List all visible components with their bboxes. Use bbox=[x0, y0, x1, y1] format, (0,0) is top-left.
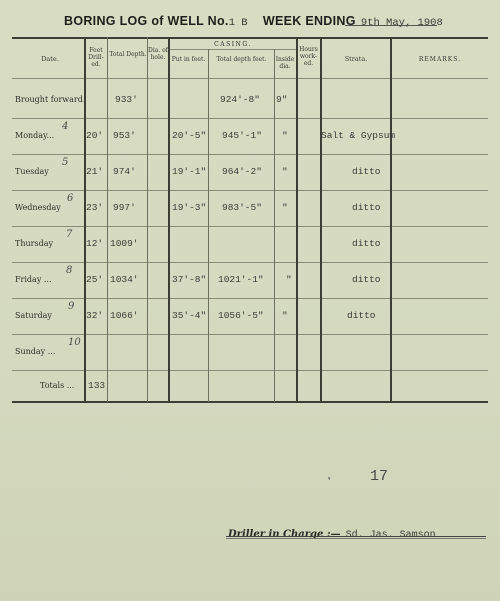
row-label-thursday: Thursday bbox=[15, 239, 53, 248]
week-ending-date: 9th May, 1908 bbox=[360, 17, 443, 29]
cell-put-in: 19'-1" bbox=[172, 166, 207, 177]
cell-strata: ditto bbox=[352, 166, 381, 177]
cell-inside-dia: " bbox=[286, 274, 292, 285]
header-remarks: REMARKS. bbox=[418, 56, 462, 63]
row-label-tuesday: Tuesday bbox=[15, 167, 49, 176]
week-ending-label: WEEK ENDING bbox=[262, 14, 356, 28]
cell-put-in: 19'-3" bbox=[172, 202, 207, 213]
cell-casing-depth: 1056'-5" bbox=[218, 310, 264, 321]
header-casing: CASING. bbox=[214, 41, 252, 48]
driller-label: Driller in Charge :— bbox=[228, 529, 341, 540]
row-label-saturday: Saturday bbox=[15, 311, 52, 320]
cell-put-in: 20'-5" bbox=[172, 130, 207, 141]
cell-total-depth: 997' bbox=[113, 202, 136, 213]
header-date: Date. bbox=[41, 55, 59, 63]
title-prefix: BORING LOG of WELL No. bbox=[64, 14, 229, 28]
header-casing-depth: Total depth feet. bbox=[216, 56, 267, 63]
cell-inside-dia: " bbox=[282, 166, 288, 177]
log-title bbox=[64, 10, 494, 30]
row-label-sunday: Sunday ... bbox=[15, 347, 56, 356]
header-hours-worked: Hours work-ed. bbox=[299, 46, 318, 67]
cell-feet-drilled: 32' bbox=[86, 310, 104, 321]
cell-strata: ditto bbox=[352, 238, 381, 249]
row-label-monday: Monday... bbox=[15, 131, 55, 140]
cell-inside-dia: 9" bbox=[276, 94, 288, 105]
cell-casing-depth: 924'-8" bbox=[220, 94, 260, 105]
col-rule bbox=[390, 37, 392, 402]
cell-total-depth: 933' bbox=[115, 94, 138, 105]
header-put-in: Put in feet. bbox=[171, 56, 206, 63]
page-number: 17 bbox=[370, 468, 389, 485]
cell-put-in: 37'-8" bbox=[172, 274, 207, 285]
row-day-number: 6 bbox=[67, 193, 74, 204]
header-total-depth: Total Depth. bbox=[109, 51, 147, 58]
cell-casing-depth: 964'-2" bbox=[222, 166, 262, 177]
col-rule bbox=[84, 37, 86, 402]
cell-inside-dia: " bbox=[282, 130, 288, 141]
row-day-number: 10 bbox=[68, 337, 81, 348]
cell-strata: ditto bbox=[347, 310, 376, 321]
header-inside-dia: Inside dia. bbox=[275, 56, 295, 70]
pencil-mark: ❜ bbox=[328, 476, 331, 485]
signature-rule bbox=[226, 536, 486, 537]
header-strata: Strata. bbox=[344, 55, 368, 63]
row-label-totals: Totals ... bbox=[40, 381, 75, 390]
cell-total-depth: 1066' bbox=[110, 310, 139, 321]
row-label-brought-forward: Brought forward. bbox=[15, 95, 86, 104]
cell-inside-dia: " bbox=[282, 202, 288, 213]
cell-feet-drilled: 21' bbox=[86, 166, 104, 177]
well-number: 1 B bbox=[228, 17, 248, 29]
signature-rule bbox=[226, 538, 486, 539]
col-rule bbox=[320, 37, 322, 402]
cell-strata: ditto bbox=[352, 202, 381, 213]
row-day-number: 4 bbox=[62, 121, 69, 132]
boring-log-table bbox=[12, 37, 488, 404]
cell-strata: Salt & Gypsum bbox=[321, 130, 396, 141]
col-rule bbox=[107, 37, 108, 402]
header-feet-drilled: Feet Drill-ed. bbox=[88, 47, 104, 68]
cell-feet-drilled: 12' bbox=[86, 238, 104, 249]
row-day-number: 8 bbox=[66, 265, 73, 276]
row-day-number: 5 bbox=[62, 157, 69, 168]
title-underline bbox=[345, 25, 437, 26]
cell-feet-drilled: 23' bbox=[86, 202, 104, 213]
casing-header-rule bbox=[168, 49, 296, 50]
header-dia-hole: Dia. of hole. bbox=[148, 47, 168, 61]
row-label-friday: Friday ... bbox=[15, 275, 52, 284]
cell-feet-drilled: 25' bbox=[86, 274, 104, 285]
cell-inside-dia: " bbox=[282, 310, 288, 321]
cell-total-feet-drilled: 133 bbox=[88, 380, 106, 391]
col-rule bbox=[147, 37, 148, 402]
cell-strata: ditto bbox=[352, 274, 381, 285]
cell-put-in: 35'-4" bbox=[172, 310, 207, 321]
row-day-number: 7 bbox=[66, 229, 73, 240]
driller-name: Sd. Jas. Samson bbox=[345, 530, 436, 541]
row-day-number: 9 bbox=[68, 301, 75, 312]
cell-casing-depth: 945'-1" bbox=[222, 130, 262, 141]
cell-total-depth: 953' bbox=[113, 130, 136, 141]
cell-casing-depth: 983'-5" bbox=[222, 202, 262, 213]
col-rule bbox=[168, 37, 170, 402]
col-rule bbox=[274, 49, 275, 402]
col-rule bbox=[296, 37, 298, 402]
cell-total-depth: 1009' bbox=[110, 238, 139, 249]
row-label-wednesday: Wednesday bbox=[15, 203, 61, 212]
col-rule bbox=[208, 49, 209, 402]
cell-feet-drilled: 20' bbox=[86, 130, 104, 141]
cell-casing-depth: 1021'-1" bbox=[218, 274, 264, 285]
cell-total-depth: 974' bbox=[113, 166, 136, 177]
cell-total-depth: 1034' bbox=[110, 274, 139, 285]
